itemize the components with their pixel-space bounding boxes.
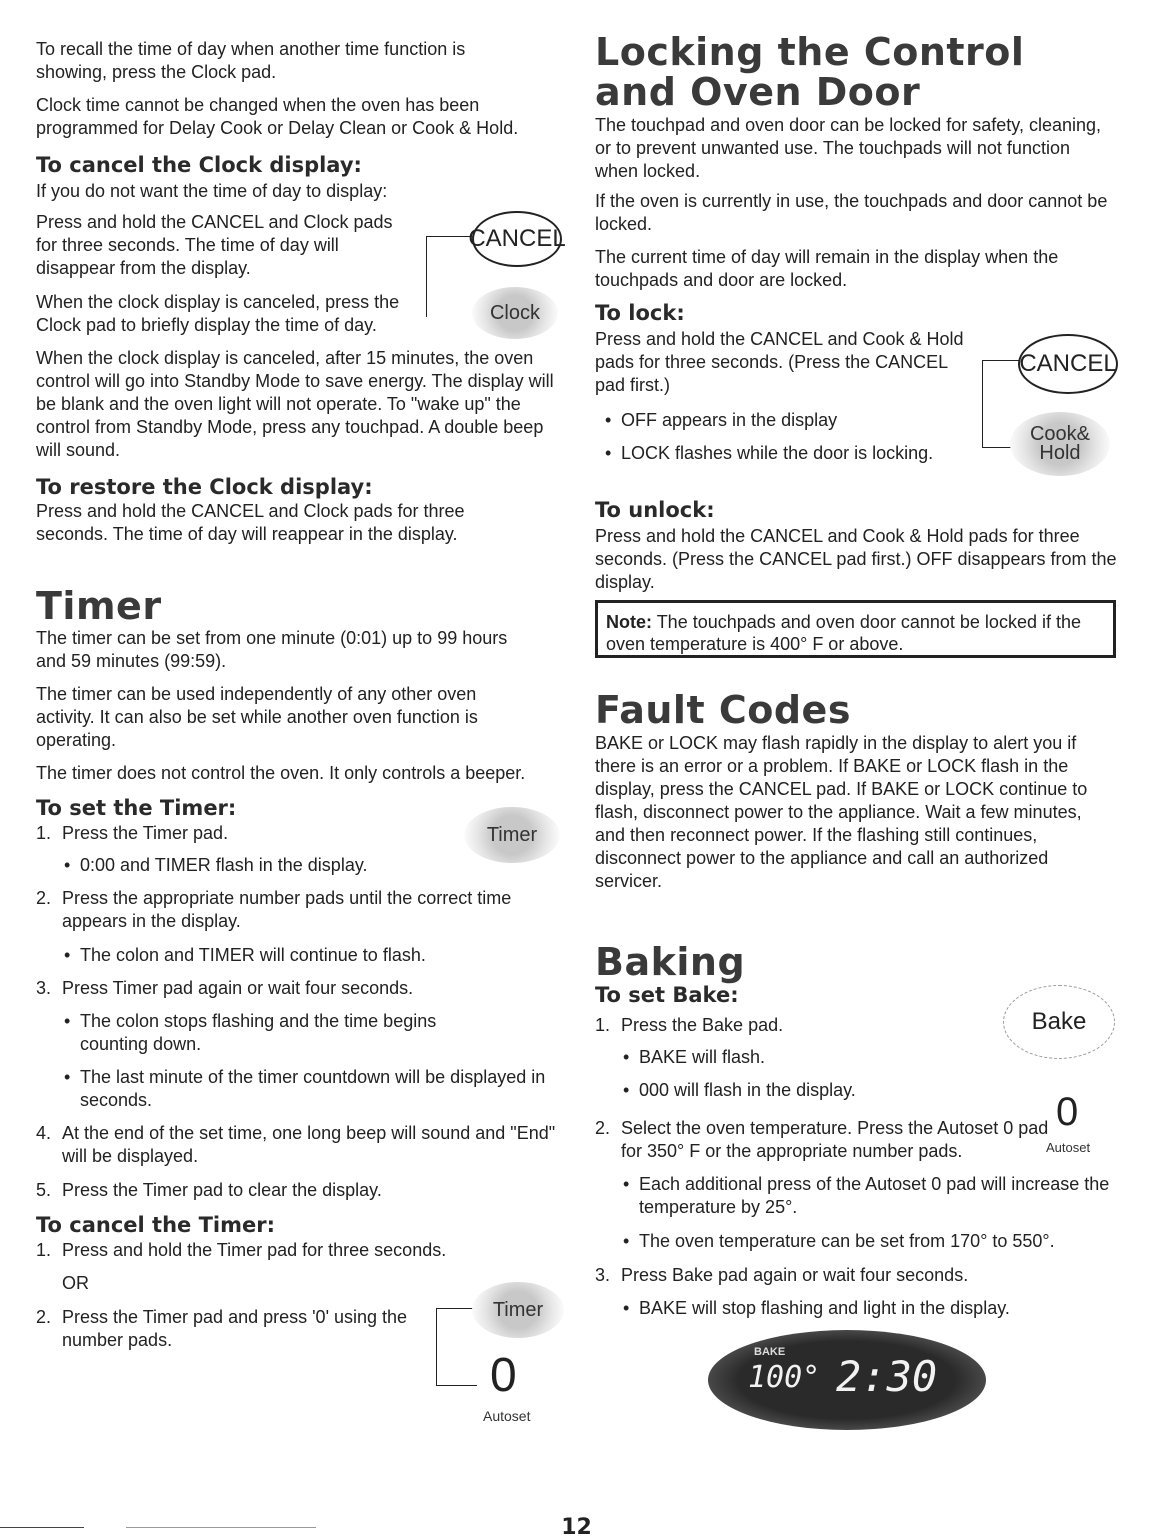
- display-bake-indicator: BAKE: [754, 1346, 786, 1358]
- bake-bullet-3: • BAKE will stop flashing and light in the display.: [595, 1297, 1119, 1320]
- cancel-clock-intro: If you do not want the time of day to display:: [36, 181, 388, 201]
- step-text: Press the appropriate number pads until the correct time appears in the display.: [62, 888, 512, 931]
- set-bullet-2: • The colon and TIMER will continue to flash.: [36, 944, 560, 967]
- step-text: Press the Timer pad and press '0' using the number pads.: [62, 1307, 408, 1350]
- set-bullet-1: • 0:00 and TIMER flash in the display.: [36, 854, 480, 877]
- step-text: Press Bake pad again or wait four seconds.: [621, 1265, 969, 1285]
- cancel-step-1: [36, 1239, 542, 1262]
- page-number: 12: [561, 1515, 592, 1540]
- pad-bracket-timer: [436, 1308, 477, 1386]
- set-bullet-3b: • The last minute of the timer countdown will be displayed in seconds.: [36, 1066, 600, 1112]
- footer-rule-1: [0, 1527, 84, 1528]
- cancel-clock-press: Press and hold the CANCEL and Clock pads for three seconds. The time of day will disappear from the display.: [36, 212, 393, 278]
- display-temperature: 100°: [748, 1360, 821, 1395]
- bake-bullet-2b: • The oven temperature can be set from 170° to 550°.: [595, 1230, 1129, 1253]
- step-number: 2.: [595, 1118, 611, 1138]
- bake-step-2: [595, 1117, 1061, 1163]
- bake-step-1: [595, 1014, 1001, 1037]
- bake-bullet-2a: • Each additional press of the Autoset 0 pad will increase the temperature by 25°.: [595, 1173, 1139, 1219]
- oven-display: [708, 1330, 986, 1430]
- cancel-timer-heading: To cancel the Timer:: [36, 1213, 275, 1237]
- to-unlock-text: Press and hold the CANCEL and Cook & Hold pads for three seconds. (Press the CANCEL pad first.) OFF disappears from the display.: [595, 526, 1117, 592]
- timer-paragraph-1: The timer can be set from one minute (0:01) up to 99 hours and 59 minutes (99:59).: [36, 628, 508, 671]
- restore-clock-text: Press and hold the CANCEL and Clock pads for three seconds. The time of day will reappear in the display.: [36, 501, 465, 544]
- step-number: 1.: [36, 823, 52, 843]
- fault-codes-heading: Fault Codes: [595, 688, 851, 732]
- lock-paragraph-1: The touchpad and oven door can be locked for safety, cleaning, or to prevent unwanted use. The touchpads will not function when locked.: [595, 115, 1102, 181]
- baking-heading: Baking: [595, 940, 746, 984]
- standby-paragraph: When the clock display is canceled, after 15 minutes, the oven control will go into Standby Mode to save energy. The display will be blank and the oven light will not operate. To "wake up" the control from Standby Mode, press any touchpad. A double beep will sound.: [36, 348, 554, 460]
- cancel-clock-when: When the clock display is canceled, press the Clock pad to briefly display the time of day.: [36, 292, 400, 335]
- step-number: 1.: [595, 1015, 611, 1035]
- bake-pad-icon: Bake: [1003, 985, 1115, 1059]
- autoset-zero-icon: 0: [490, 1349, 517, 1402]
- timer-paragraph-2: The timer can be used independently of any other oven activity. It can also be set while another oven function is operating.: [36, 684, 478, 750]
- footer-rule-2: [126, 1527, 316, 1528]
- set-step-1: [36, 822, 462, 845]
- recall-paragraph: To recall the time of day when another time function is showing, press the Clock pad.: [36, 39, 466, 82]
- set-timer-heading: To set the Timer:: [36, 796, 237, 820]
- step-text: Press the Bake pad.: [621, 1015, 784, 1035]
- set-step-3: [36, 977, 542, 1000]
- step-number: 3.: [36, 978, 52, 998]
- bake-step-3: [595, 1264, 1101, 1287]
- lock-heading-1: Locking the Control: [595, 30, 1025, 74]
- set-bullet-3a: • The colon stops flashing and the time begins counting down.: [36, 1010, 500, 1056]
- or-text: OR: [62, 1273, 89, 1293]
- set-step-4: [36, 1122, 562, 1168]
- cancel-pad-icon: CANCEL: [472, 211, 562, 267]
- cancel-clock-heading: To cancel the Clock display:: [36, 153, 362, 177]
- lock-paragraph-3: The current time of day will remain in the display when the touchpads and door are locked.: [595, 247, 1059, 290]
- set-step-2: [36, 887, 572, 933]
- timer-pad-icon-cancel: Timer: [472, 1282, 564, 1338]
- autoset-label-bake: Autoset: [1046, 1140, 1091, 1155]
- step-number: 2.: [36, 1307, 52, 1327]
- to-lock-text: Press and hold the CANCEL and Cook & Hold pads for three seconds. (Press the CANCEL pad first.): [595, 329, 964, 395]
- autoset-label: Autoset: [483, 1408, 531, 1424]
- to-unlock-heading: To unlock:: [595, 498, 715, 522]
- note-label: Note:: [606, 612, 652, 632]
- autoset-zero-icon-bake: 0: [1056, 1090, 1079, 1134]
- step-text: Press the Timer pad.: [62, 823, 229, 843]
- clock-pad-icon: Clock: [472, 287, 558, 339]
- step-number: 2.: [36, 888, 52, 908]
- step-number: 1.: [36, 1240, 52, 1260]
- lock-bullet-2: • LOCK flashes while the door is locking.: [595, 442, 941, 465]
- cancel-pad-icon-lock: CANCEL: [1018, 334, 1118, 394]
- bake-bullet-1a: • BAKE will flash.: [595, 1046, 1019, 1069]
- to-lock-heading: To lock:: [595, 301, 685, 325]
- step-text: Press Timer pad again or wait four seconds.: [62, 978, 414, 998]
- timer-pad-icon: Timer: [464, 807, 560, 863]
- cancel-step-2: [36, 1306, 432, 1352]
- timer-heading: Timer: [36, 584, 162, 628]
- step-text: Select the oven temperature. Press the Autoset 0 pad for 350° F or the appropriate number pads.: [621, 1118, 1049, 1161]
- step-number: 5.: [36, 1180, 52, 1200]
- display-time: 2:30: [836, 1352, 938, 1401]
- note-body: The touchpads and oven door cannot be locked if the oven temperature is 400° F or above.: [606, 612, 1081, 654]
- lock-bullet-1: • OFF appears in the display: [595, 409, 961, 432]
- lock-heading-2: and Oven Door: [595, 70, 921, 114]
- step-text: At the end of the set time, one long beep will sound and "End" will be displayed.: [62, 1123, 556, 1166]
- note-text: [606, 611, 1105, 655]
- step-number: 4.: [36, 1123, 52, 1143]
- fault-codes-text: BAKE or LOCK may flash rapidly in the display to alert you if there is an error or a problem. If BAKE or LOCK flash in the display, press the CANCEL pad. If BAKE or LOCK continue to flash, disconnect power to the appliance. Wait a few minutes, and then reconnect power. If the flashing still continues, disconnect power to the appliance and call an authorized servicer.: [595, 733, 1088, 891]
- set-step-5: [36, 1179, 542, 1202]
- cook-hold-pad-icon: Cook& Hold: [1010, 412, 1110, 476]
- lock-paragraph-2: If the oven is currently in use, the touchpads and door cannot be locked.: [595, 191, 1108, 234]
- timer-paragraph-3: The timer does not control the oven. It only controls a beeper.: [36, 763, 526, 783]
- restore-clock-heading: To restore the Clock display:: [36, 475, 373, 499]
- set-bake-heading: To set Bake:: [595, 983, 739, 1007]
- step-text: Press the Timer pad to clear the display.: [62, 1180, 382, 1200]
- step-text: Press and hold the Timer pad for three seconds.: [62, 1240, 447, 1260]
- bake-bullet-1b: • 000 will flash in the display.: [595, 1079, 1019, 1102]
- cannot-change-paragraph: Clock time cannot be changed when the oven has been programmed for Delay Cook or Delay Clean or Cook & Hold.: [36, 95, 519, 138]
- step-number: 3.: [595, 1265, 611, 1285]
- note-box: [595, 600, 1116, 658]
